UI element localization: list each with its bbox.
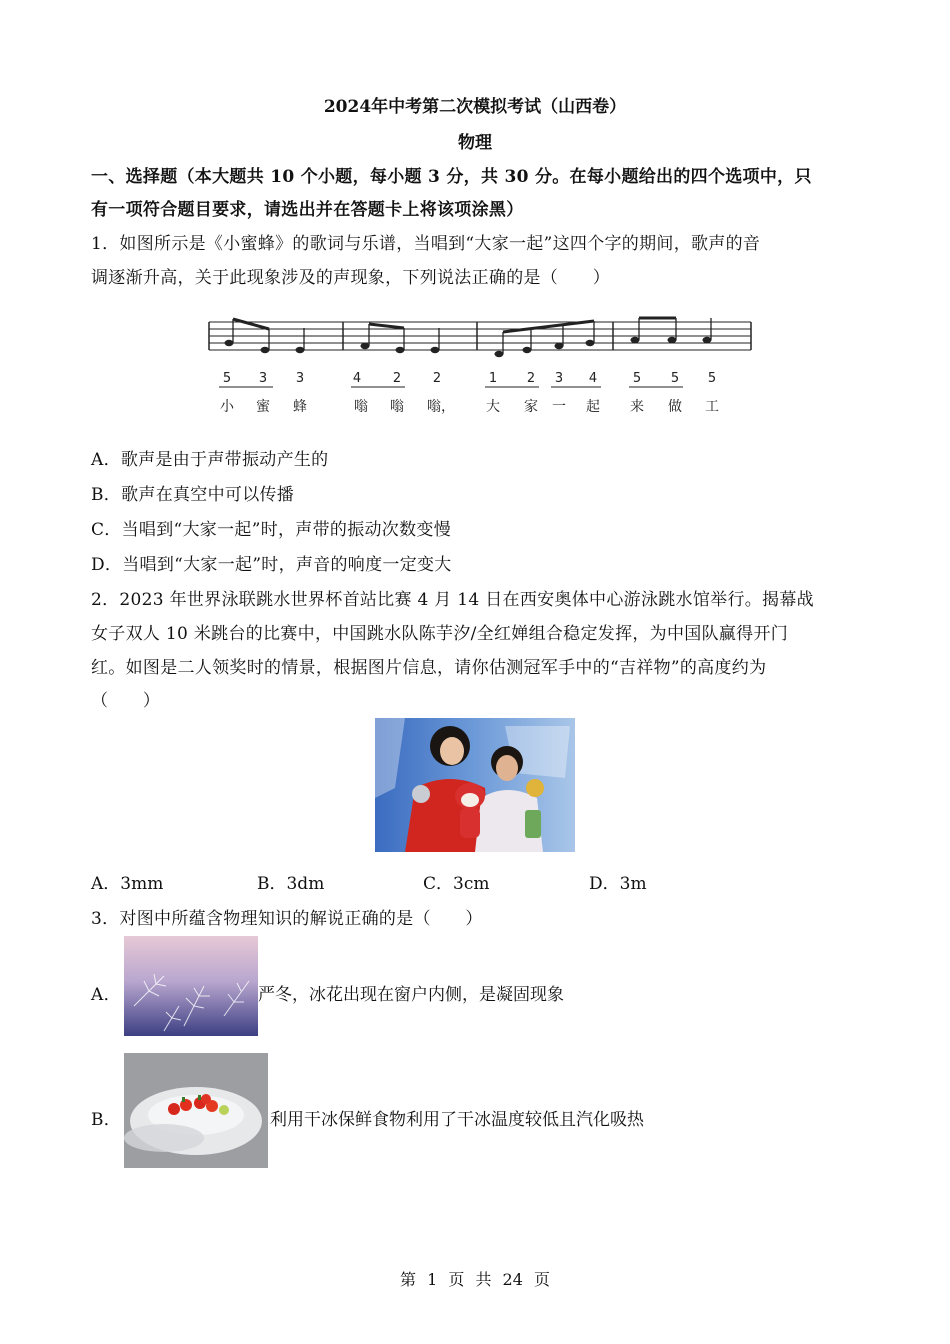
- sheet-music-figure: [205, 312, 755, 422]
- lyric-char: 蜜: [256, 399, 270, 415]
- q1-option-a: A．歌声是由于声带振动产生的: [91, 450, 329, 470]
- note-number: 2: [392, 371, 402, 386]
- note-number: 4: [588, 371, 598, 386]
- lyric-char: 做: [668, 399, 682, 415]
- q3-option-b-text: 利用干冰保鲜食物利用了干冰温度较低且汽化吸热: [270, 1110, 644, 1130]
- q3-option-b-label: B．: [91, 1110, 122, 1130]
- lyric-char: 嗡，: [427, 399, 455, 415]
- exam-title: 2024年中考第二次模拟考试（山西卷）: [323, 97, 627, 117]
- note-number: 1: [488, 371, 498, 386]
- q2-option-d: D．3m: [589, 874, 647, 894]
- note-number: 2: [432, 371, 442, 386]
- q1-option-d: D．当唱到“大家一起”时，声音的响度一定变大: [91, 555, 452, 575]
- note-number: 5: [222, 371, 232, 386]
- lyric-char: 一: [552, 399, 566, 415]
- lyric-char: 来: [630, 399, 644, 415]
- lyric-char: 嗡: [354, 399, 368, 415]
- lyric-char: 大: [486, 399, 500, 415]
- lyric-char: 家: [524, 399, 538, 415]
- note-number: 3: [295, 371, 305, 386]
- q1-option-c: C．当唱到“大家一起”时，声带的振动次数变慢: [91, 520, 451, 540]
- note-number: 5: [632, 371, 642, 386]
- q1-stem-line2: 调逐渐升高，关于此现象涉及的声现象，下列说法正确的是（ ）: [91, 268, 610, 288]
- q2-stem-line4: （ ）: [91, 691, 161, 711]
- section-heading-line2: 有一项符合题目要求，请选出并在答题卡上将该项涂黑）: [91, 200, 524, 220]
- q2-stem-line1: 2．2023 年世界泳联跳水世界杯首站比赛 4 月 14 日在西安奥体中心游泳跳水馆举行。揭幕战: [91, 590, 814, 610]
- lyric-char: 蜂: [293, 399, 307, 415]
- lyric-char: 工: [705, 399, 719, 415]
- lyric-char: 起: [586, 399, 600, 415]
- dry-ice-food-photo: [124, 1053, 268, 1168]
- q2-option-a: A．3mm: [91, 874, 164, 894]
- q2-stem-line3: 红。如图是二人领奖时的情景，根据图片信息，请你估测冠军手中的“吉祥物”的高度约为: [91, 658, 767, 678]
- q3-option-a-label: A．: [91, 985, 121, 1005]
- ice-flower-photo: [124, 936, 258, 1036]
- note-number: 2: [526, 371, 536, 386]
- q3-stem: 3．对图中所蕴含物理知识的解说正确的是（ ）: [91, 909, 483, 929]
- q2-option-c: C．3cm: [423, 874, 490, 894]
- note-number: 3: [258, 371, 268, 386]
- q1-option-b: B．歌声在真空中可以传播: [91, 485, 295, 505]
- q3-option-a-text: 严冬，冰花出现在窗户内侧，是凝固现象: [258, 985, 564, 1005]
- award-ceremony-photo: [375, 718, 575, 852]
- lyric-char: 嗡: [390, 399, 404, 415]
- note-number: 5: [707, 371, 717, 386]
- page-footer: 第 1 页 共 24 页: [400, 1270, 550, 1289]
- q2-stem-line2: 女子双人 10 米跳台的比赛中，中国跳水队陈芋汐/全红婵组合稳定发挥，为中国队赢得开门: [91, 624, 789, 644]
- q2-option-b: B．3dm: [257, 874, 325, 894]
- section-heading-line1: 一、选择题（本大题共 10 个小题，每小题 3 分，共 30 分。在每小题给出的四个选项中，只: [91, 167, 812, 187]
- note-number: 4: [352, 371, 362, 386]
- lyric-char: 小: [220, 399, 234, 415]
- subject-title: 物理: [458, 133, 492, 153]
- note-number: 5: [670, 371, 680, 386]
- note-number: 3: [554, 371, 564, 386]
- q1-stem-line1: 1．如图所示是《小蜜蜂》的歌词与乐谱，当唱到“大家一起”这四个字的期间，歌声的音: [91, 234, 761, 254]
